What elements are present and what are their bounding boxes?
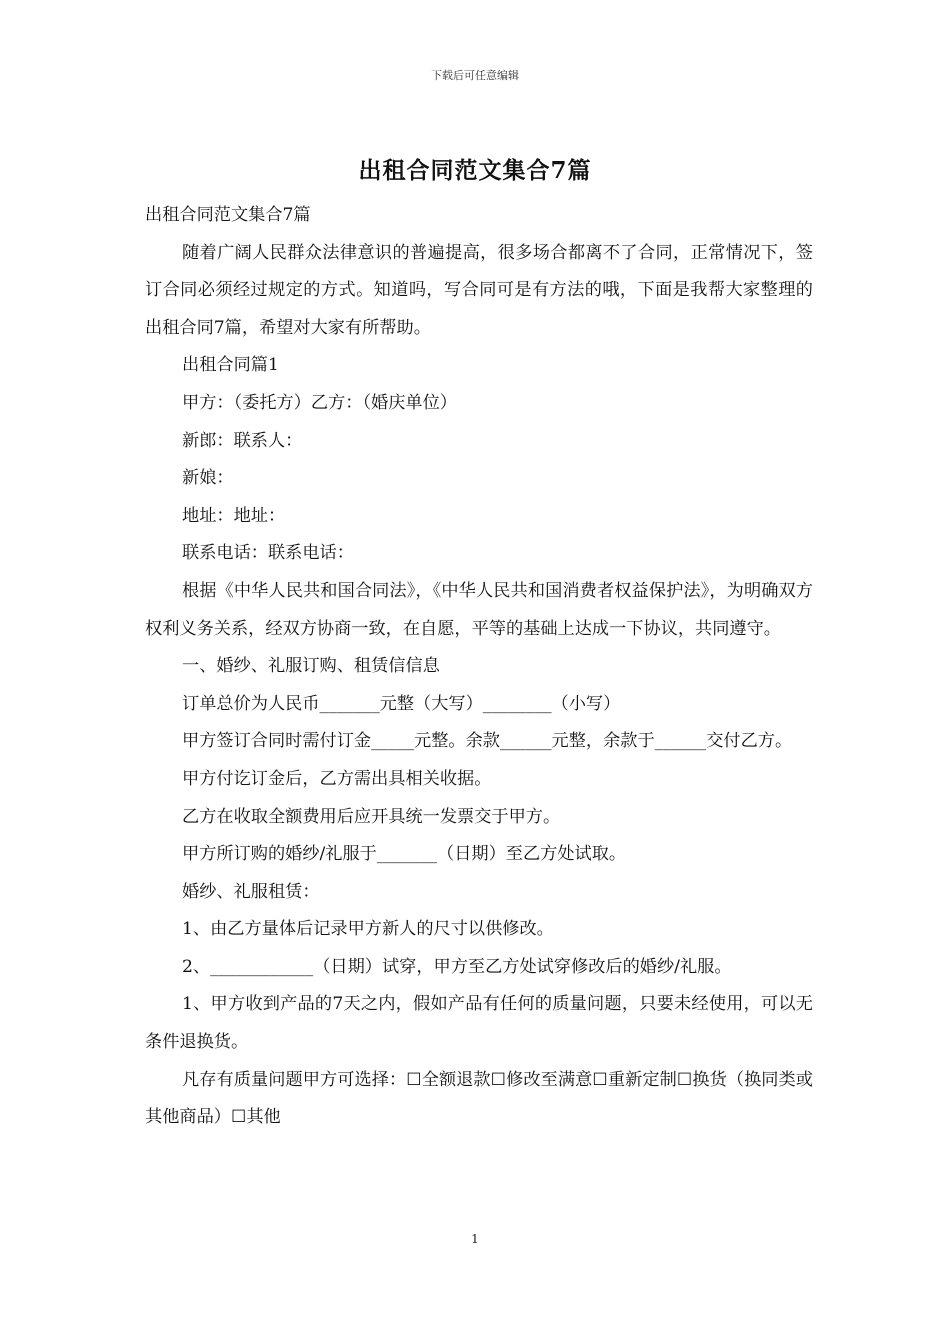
paragraph: 1、由乙方量体后记录甲方新人的尺寸以供修改。 bbox=[182, 919, 554, 940]
paragraph: 联系电话：联系电话： bbox=[182, 543, 354, 564]
paragraph: 出租合同范文集合7篇 bbox=[145, 205, 311, 225]
paragraph: 2、____________（日期）试穿，甲方至乙方处试穿修改后的婚纱/礼服。 bbox=[182, 956, 732, 977]
paragraph: 甲方：（委托方）乙方：（婚庆单位） bbox=[182, 392, 457, 413]
paragraph: 订单总价为人民币_______元整（大写）________（小写） bbox=[182, 693, 621, 714]
paragraph: 根据《中华人民共和国合同法》，《中华人民共和国消费者权益保护法》，为明确双方权利义务关系，经双方协商一致，在自愿，平等的基础上达成一下协议，共同遵守。 bbox=[145, 580, 813, 639]
paragraph: 婚纱、礼服租赁： bbox=[182, 881, 320, 902]
paragraph: 凡存有质量问题甲方可选择：☐全额退款☐修改至满意☐重新定制☐换货（换同类或其他商品）☐其他 bbox=[145, 1069, 813, 1128]
paragraph: 出租合同篇1 bbox=[182, 355, 279, 376]
header-note: 下载后可任意编辑 bbox=[431, 69, 519, 82]
document-title: 出租合同范文集合7篇 bbox=[358, 157, 592, 184]
paragraph: 新娘： bbox=[182, 468, 234, 489]
paragraph: 地址：地址： bbox=[182, 505, 286, 526]
paragraph: 随着广阔人民群众法律意识的普遍提高，很多场合都离不了合同，正常情况下，签订合同必须经过规定的方式。知道吗，写合同可是有方法的哦，下面是我帮大家整理的出租合同7篇，希望对大家有所帮助。 bbox=[145, 242, 813, 338]
document-body bbox=[145, 197, 813, 1137]
paragraph: 甲方所订购的婚纱/礼服于_______（日期）至乙方处试取。 bbox=[182, 844, 627, 865]
paragraph: 甲方签订合同时需付订金_____元整。余款______元整，余款于______交付乙方。 bbox=[182, 731, 793, 752]
paragraph: 一、婚纱、礼服订购、租赁信信息 bbox=[182, 656, 440, 677]
paragraph: 新郎：联系人： bbox=[182, 430, 303, 451]
paragraph: 乙方在收取全额费用后应开具统一发票交于甲方。 bbox=[182, 806, 561, 827]
page-number: 1 bbox=[471, 1232, 479, 1246]
paragraph: 1、甲方收到产品的7天之内，假如产品有任何的质量问题，只要未经使用，可以无条件退换货。 bbox=[145, 994, 813, 1053]
paragraph: 甲方付讫订金后，乙方需出具相关收据。 bbox=[182, 768, 492, 789]
